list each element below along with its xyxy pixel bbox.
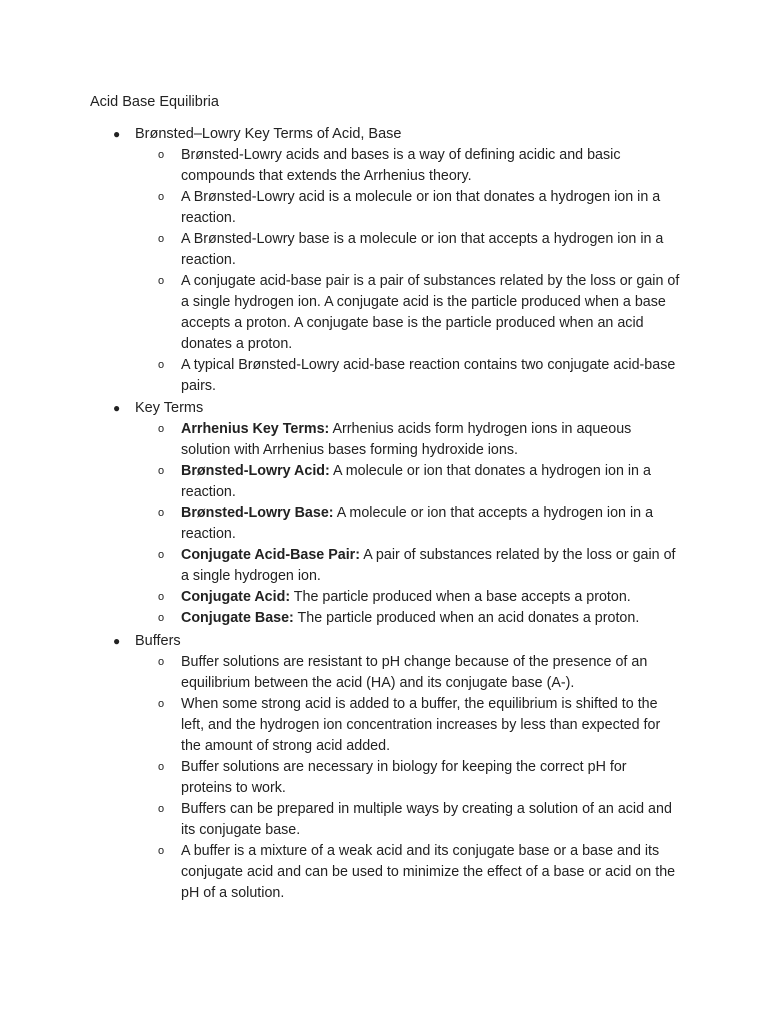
item-text: Brønsted-Lowry acids and bases is a way of defining acidic and basic compounds that extends the Arrhenius theory.: [181, 147, 621, 184]
item-text: A typical Brønsted-Lowry acid-base reaction contains two conjugate acid-base pairs.: [181, 357, 676, 394]
item-text: The particle produced when an acid donates a proton.: [293, 610, 640, 626]
item-text: A conjugate acid-base pair is a pair of substances related by the loss or gain of a single hydrogen ion. A conjugate acid is the particle produced when a base accepts a proton. A conjugate base is the particle produced when an acid donates a proton.: [181, 273, 680, 352]
item-text: Buffers can be prepared in multiple ways by creating a solution of an acid and its conjugate base.: [181, 801, 672, 838]
sub-bullet-icon: o: [158, 423, 165, 435]
item-term: Brønsted-Lowry Acid:: [181, 463, 330, 479]
item-text: A molecule or ion that donates a hydrogen ion in a reaction.: [181, 463, 651, 500]
item-term: Conjugate Base:: [181, 610, 294, 626]
item-term: Brønsted-Lowry Base:: [181, 505, 334, 521]
section-key-terms: [0, 398, 768, 629]
item-text: Buffer solutions are resistant to pH change because of the presence of an equilibrium between the acid (HA) and its conjugate base (A-).: [181, 654, 648, 691]
bullet-icon: ●: [113, 634, 121, 648]
section-heading: Buffers: [135, 633, 181, 649]
section-heading-row: [0, 124, 768, 145]
section-buffers: [0, 631, 768, 904]
list-item: [0, 229, 681, 271]
sub-bullet-icon: o: [158, 191, 165, 203]
list-item: [0, 271, 681, 355]
item-text: The particle produced when a base accepts a proton.: [290, 589, 631, 605]
sub-bullet-icon: o: [158, 233, 165, 245]
list-item: [0, 545, 681, 587]
list-item: [0, 694, 681, 757]
list-item: [0, 841, 681, 904]
item-text: A Brønsted-Lowry acid is a molecule or ion that donates a hydrogen ion in a reaction.: [181, 189, 661, 226]
item-text: When some strong acid is added to a buffer, the equilibrium is shifted to the left, and the hydrogen ion concentration increases by less than expected for the amount of strong acid added.: [181, 696, 661, 754]
item-text: Arrhenius acids form hydrogen ions in aqueous solution with Arrhenius bases forming hydroxide ions.: [181, 421, 632, 458]
list-item: [0, 799, 681, 841]
list-item: [0, 355, 681, 397]
item-text: A Brønsted-Lowry base is a molecule or ion that accepts a hydrogen ion in a reaction.: [181, 231, 664, 268]
sub-bullet-icon: o: [158, 507, 165, 519]
sub-bullet-icon: o: [158, 698, 165, 710]
list-item: [0, 187, 681, 229]
bullet-icon: ●: [113, 127, 121, 141]
sub-bullet-icon: o: [158, 549, 165, 561]
item-text: A molecule or ion that accepts a hydrogen ion in a reaction.: [181, 505, 654, 542]
item-term: Conjugate Acid:: [181, 589, 291, 605]
sub-bullet-icon: o: [158, 803, 165, 815]
item-text: A buffer is a mixture of a weak acid and its conjugate base or a base and its conjugate acid and can be used to minimize the effect of a base or acid on the pH of a solution.: [181, 843, 676, 901]
section-heading: Brønsted–Lowry Key Terms of Acid, Base: [135, 126, 402, 142]
list-item: [0, 145, 681, 187]
sub-bullet-icon: o: [158, 149, 165, 161]
sub-bullet-icon: o: [158, 359, 165, 371]
section-heading-row: [0, 631, 768, 652]
sub-list: [0, 419, 768, 629]
document-title: Acid Base Equilibria: [90, 94, 219, 110]
sub-bullet-icon: o: [158, 591, 165, 603]
sub-bullet-icon: o: [158, 612, 165, 624]
item-text: A pair of substances related by the loss or gain of a single hydrogen ion.: [181, 547, 676, 584]
bullet-icon: ●: [113, 401, 121, 415]
list-item: [0, 652, 681, 694]
item-term: Arrhenius Key Terms:: [181, 421, 330, 437]
sub-bullet-icon: o: [158, 465, 165, 477]
sub-bullet-icon: o: [158, 656, 165, 668]
section-heading: Key Terms: [135, 400, 204, 416]
list-item: [0, 419, 681, 461]
item-term: Conjugate Acid-Base Pair:: [181, 547, 361, 563]
section-bronsted-lowry: [0, 124, 768, 397]
sub-list: [0, 652, 768, 904]
list-item: [0, 757, 681, 799]
sub-bullet-icon: o: [158, 275, 165, 287]
sub-bullet-icon: o: [158, 845, 165, 857]
sub-list: [0, 145, 768, 397]
list-item: [0, 461, 681, 503]
sub-bullet-icon: o: [158, 761, 165, 773]
list-item: [0, 587, 681, 608]
list-item: [0, 503, 681, 545]
section-heading-row: [0, 398, 768, 419]
list-item: [0, 608, 681, 629]
item-text: Buffer solutions are necessary in biology for keeping the correct pH for proteins to work.: [181, 759, 627, 796]
